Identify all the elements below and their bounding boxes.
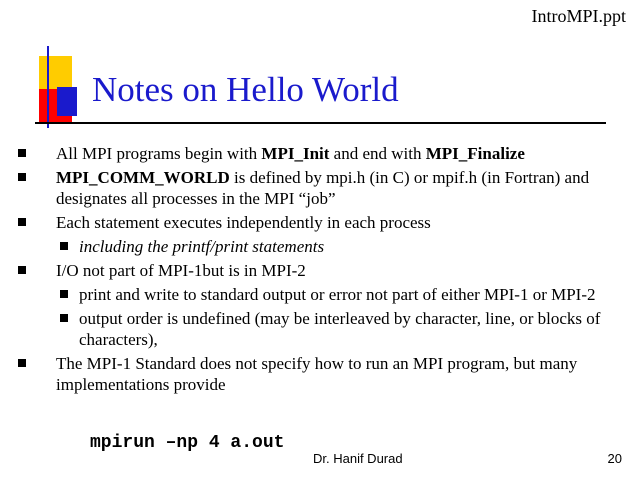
bullet-item	[18, 308, 623, 350]
decor-vertical-line	[47, 46, 49, 128]
decor-blue-square	[57, 87, 77, 116]
square-bullet-icon	[60, 242, 68, 250]
bullet-item	[18, 167, 623, 209]
footer-author: Dr. Hanif Durad	[313, 451, 403, 466]
slide-title: Notes on Hello World	[92, 70, 399, 109]
page-number: 20	[607, 451, 622, 466]
square-bullet-icon	[18, 149, 26, 157]
square-bullet-icon	[18, 218, 26, 226]
bullet-text: Each statement executes independently in each process	[56, 213, 431, 232]
bullet-text: including the printf/print statements	[79, 237, 325, 256]
bullet-text: output order is undefined (may be interleaved by character, line, or blocks of characters),	[79, 309, 601, 349]
bullet-text: MPI_Finalize	[425, 144, 525, 163]
bullet-text: print and write to standard output or error not part of either MPI-1 or MPI-2	[79, 285, 596, 304]
code-line: mpirun –np 4 a.out	[90, 433, 285, 453]
bullet-text: and end with	[329, 144, 426, 163]
square-bullet-icon	[60, 314, 68, 322]
bullet-item	[18, 236, 623, 257]
bullet-item	[18, 212, 623, 233]
square-bullet-icon	[18, 266, 26, 274]
bullet-text: All MPI programs begin with	[56, 144, 262, 163]
bullet-item	[18, 143, 623, 164]
square-bullet-icon	[60, 290, 68, 298]
bullet-item	[18, 353, 623, 395]
bullet-text: I/O not part of MPI-1but is in MPI-2	[56, 261, 306, 280]
bullet-text: The MPI-1 Standard does not specify how to run an MPI program, but many implementations provide	[56, 354, 578, 394]
bullet-list	[18, 143, 623, 398]
square-bullet-icon	[18, 359, 26, 367]
decor-yellow-square	[39, 56, 72, 89]
bullet-item	[18, 260, 623, 281]
bullet-text: MPI_Init	[261, 144, 330, 163]
header-filename: IntroMPI.ppt	[531, 6, 626, 26]
bullet-item	[18, 284, 623, 305]
bullet-text: MPI_COMM_WORLD	[56, 168, 230, 187]
title-underline	[35, 122, 606, 124]
square-bullet-icon	[18, 173, 26, 181]
bullet-text: is defined by mpi.h (in C) or mpif.h (in Fortran) and designates all processes in the MPI “job”	[56, 168, 590, 208]
